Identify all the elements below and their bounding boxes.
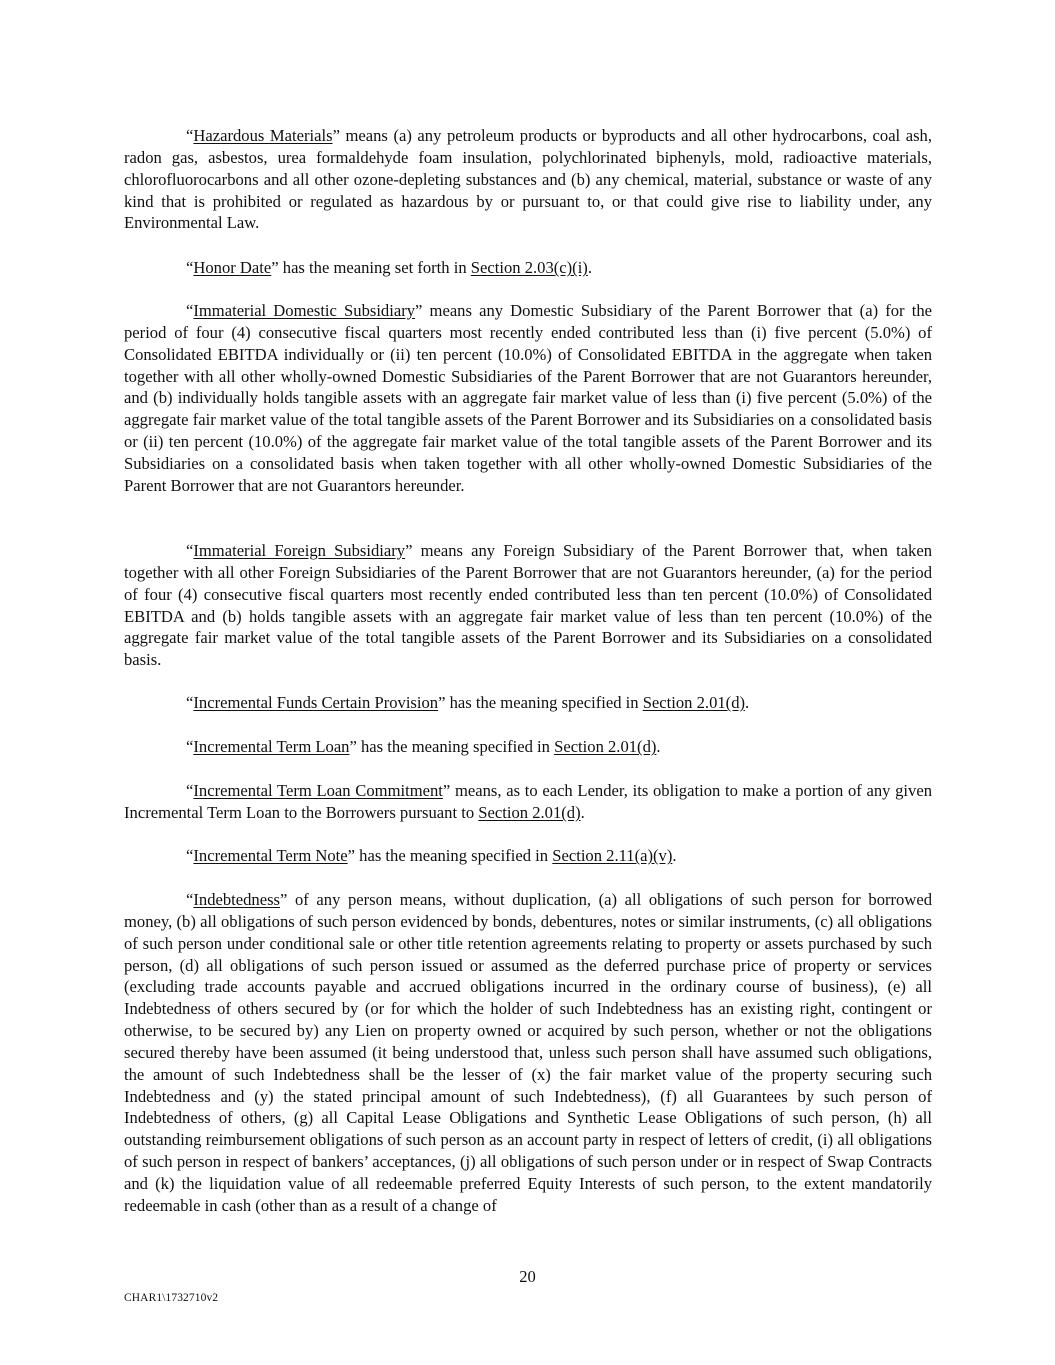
definition-text: has the meaning specified in: [445, 693, 643, 712]
section-reference: Section 2.01(d): [642, 693, 746, 712]
defined-term: Incremental Term Loan Commitment: [193, 781, 443, 800]
document-id: CHAR1\1732710v2: [124, 1292, 219, 1304]
section-reference: Section 2.11(a)(v): [552, 846, 673, 865]
defined-term: Incremental Term Note: [193, 846, 348, 865]
defined-term: Immaterial Domestic Subsidiary: [193, 301, 416, 320]
definition-incremental-term-note: “Incremental Term Note” has the meaning specified in Section 2.11(a)(v).: [186, 846, 677, 865]
section-reference: Section 2.01(d): [478, 802, 581, 822]
defined-term: Incremental Term Loan: [193, 737, 350, 756]
definition-text: means any Domestic Subsidiary of the Parent Borrower that (a) for the period of four (4) consecutive fiscal quarters most recently ended contributed less than (i) five percent (5.0%) of Consolidated EBITDA individually or (ii) ten percent (10.0%) of Consolidated EBITDA in the aggregate when taken together with all other wholly-owned Domestic Subsidiaries of the Parent Borrower that are not Guarantors hereunder, and (b) individually holds tangible assets with an aggregate fair market value of less than (i) five percent (5.0%) of the aggregate fair market value of the total tangible assets of the Parent Borrower and its Subsidiaries on a consolidated basis or (ii) ten percent (10.0%) of the aggregate fair market value of the total tangible assets of the Parent Borrower and its Subsidiaries on a consolidated basis when taken together with all other wholly-owned Domestic Subsidiaries of the Parent Borrower that are not Guarantors hereunder.: [124, 301, 932, 495]
definition-immaterial-foreign-subsidiary: “Immaterial Foreign Subsidiary” means any Foreign Subsidiary of the Parent Borrower that, when taken together with all other Foreign Subsidiaries of the Parent Borrower that are not Guarantors hereunder, (a) for the period of four (4) consecutive fiscal quarters most recently ended contributed less than ten percent (10.0%) of Consolidated EBITDA and (b) holds tangible assets with an aggregate fair market value of less than ten percent (10.0%) of the aggregate fair market value of the total tangible assets of the Parent Borrower and its Subsidiaries on a consolidated basis.: [124, 541, 932, 670]
defined-term: Indebtedness: [193, 890, 281, 909]
defined-term: Incremental Funds Certain Provision: [193, 693, 439, 712]
definition-indebtedness: “Indebtedness” of any person means, without duplication, (a) all obligations of such person for borrowed money, (b) all obligations of such person evidenced by bonds, debentures, notes or similar instruments, (c) all obligations of such person under conditional sale or other title retention agreements relating to property or assets purchased by such person, (d) all obligations of such person issued or assumed as the deferred purchase price of property or services (excluding trade accounts payable and accrued obligations incurred in the ordinary course of business), (e) all Indebtedness of others secured by (or for which the holder of such Indebtedness has an existing right, contingent or otherwise, to be secured by) any Lien on property owned or acquired by such person, whether or not the obligations secured thereby have been assumed (it being understood that, unless such person shall have assumed such obligations, the amount of such Indebtedness shall be the lesser of (x) the fair market value of the property securing such Indebtedness and (y) the stated principal amount of such Indebtedness), (f) all Guarantees by such person of Indebtedness of others, (g) all Capital Lease Obligations and Synthetic Lease Obligations of such person, (h) all outstanding reimbursement obligations of such person as an account party in respect of letters of credit, (i) all obligations of such person in respect of bankers’ acceptances, (j) all obligations of such person under or in respect of Swap Contracts and (k) the liquidation value of all redeemable preferred Equity Interests of such person, to the extent mandatorily redeemable in cash (other than as a result of a change of: [124, 890, 932, 1215]
definition-immaterial-domestic-subsidiary: “Immaterial Domestic Subsidiary” means any Domestic Subsidiary of the Parent Borrower that (a) for the period of four (4) consecutive fiscal quarters most recently ended contributed less than (i) five percent (5.0%) of Consolidated EBITDA individually or (ii) ten percent (10.0%) of Consolidated EBITDA in the aggregate when taken together with all other wholly-owned Domestic Subsidiaries of the Parent Borrower that are not Guarantors hereunder, and (b) individually holds tangible assets with an aggregate fair market value of less than (i) five percent (5.0%) of the aggregate fair market value of the total tangible assets of the Parent Borrower and its Subsidiaries on a consolidated basis or (ii) ten percent (10.0%) of the aggregate fair market value of the total tangible assets of the Parent Borrower and its Subsidiaries on a consolidated basis when taken together with all other wholly-owned Domestic Subsidiaries of the Parent Borrower that are not Guarantors hereunder.: [124, 301, 932, 495]
defined-term: Honor Date: [193, 258, 272, 277]
definition-text: has the meaning specified in: [355, 846, 553, 865]
defined-term: Immaterial Foreign Subsidiary: [193, 541, 406, 560]
definition-text: of any person means, without duplication, (a) all obligations of such person for borrowed money, (b) all obligations of such person evidenced by bonds, debentures, notes or similar instruments, (c) all obligations of such person under conditional sale or other title retention agreements relating to property or assets purchased by such person, (d) all obligations of such person issued or assumed as the deferred purchase price of property or services (excluding trade accounts payable and accrued obligations incurred in the ordinary course of business), (e) all Indebtedness of others secured by (or for which the holder of such Indebtedness has an existing right, contingent or otherwise, to be secured by) any Lien on property owned or acquired by such person, whether or not the obligations secured thereby have been assumed (it being understood that, unless such person shall have assumed such obligations, the amount of such Indebtedness shall be the lesser of (x) the fair market value of the property securing such Indebtedness and (y) the stated principal amount of such Indebtedness), (f) all Guarantees by such person of Indebtedness of others, (g) all Capital Lease Obligations and Synthetic Lease Obligations of such person, (h) all outstanding reimbursement obligations of such person as an account party in respect of letters of credit, (i) all obligations of such person in respect of bankers’ acceptances, (j) all obligations of such person under or in respect of Swap Contracts and (k) the liquidation value of all redeemable preferred Equity Interests of such person, to the extent mandatorily redeemable in cash (other than as a result of a change of: [124, 890, 932, 1215]
definition-text: has the meaning specified in: [356, 737, 555, 756]
definition-incremental-term-loan-commitment: “Incremental Term Loan Commitment” means, as to each Lender, its obligation to make a portion of any given Incremental Term Loan to the Borrowers pursuant to Section 2.01(d).: [124, 781, 933, 822]
page-number: 20: [519, 1267, 536, 1286]
definition-tail: .: [587, 258, 592, 277]
section-reference: Section 2.01(d): [554, 737, 657, 756]
definition-hazardous-materials: “Hazardous Materials” means (a) any petroleum products or byproducts and all other hydrocarbons, coal ash, radon gas, asbestos, urea formaldehyde foam insulation, polychlorinated biphenyls, mold, radioactive materials, chlorofluorocarbons and all other ozone-depleting substances and (b) any chemical, material, substance or waste of any kind that is prohibited or regulated as hazardous by or pursuant to, or that could give rise to liability under, any Environmental Law.: [124, 126, 932, 233]
definition-tail: .: [656, 737, 661, 756]
definition-text: has the meaning set forth in: [278, 258, 471, 277]
section-reference: Section 2.03(c)(i): [470, 258, 588, 277]
definition-tail: .: [672, 846, 677, 865]
definition-incremental-term-loan: “Incremental Term Loan” has the meaning specified in Section 2.01(d).: [186, 737, 661, 756]
definition-honor-date: “Honor Date” has the meaning set forth in Section 2.03(c)(i).: [186, 258, 592, 277]
definition-tail: .: [745, 693, 750, 712]
definition-incremental-funds-certain-provision: “Incremental Funds Certain Provision” has the meaning specified in Section 2.01(d).: [186, 693, 750, 712]
definition-text: means any Foreign Subsidiary of the Parent Borrower that, when taken together with all other Foreign Subsidiaries of the Parent Borrower that are not Guarantors hereunder, (a) for the period of four (4) consecutive fiscal quarters most recently ended contributed less than ten percent (10.0%) of Consolidated EBITDA and (b) holds tangible assets with an aggregate fair market value of less than ten percent (10.0%) of the aggregate fair market value of the total tangible assets of the Parent Borrower and its Subsidiaries on a consolidated basis.: [124, 541, 932, 670]
definition-text: means, as to each Lender, its obligation to make a portion of any given Incremental Term Loan to the Borrowers pursuant to: [124, 781, 933, 822]
defined-term: Hazardous Materials: [193, 126, 333, 145]
definition-tail: .: [580, 802, 585, 822]
definition-text: means (a) any petroleum products or byproducts and all other hydrocarbons, coal ash, radon gas, asbestos, urea formaldehyde foam insulation, polychlorinated biphenyls, mold, radioactive materials, chlorofluorocarbons and all other ozone-depleting substances and (b) any chemical, material, substance or waste of any kind that is prohibited or regulated as hazardous by or pursuant to, or that could give rise to liability under, any Environmental Law.: [124, 126, 932, 233]
